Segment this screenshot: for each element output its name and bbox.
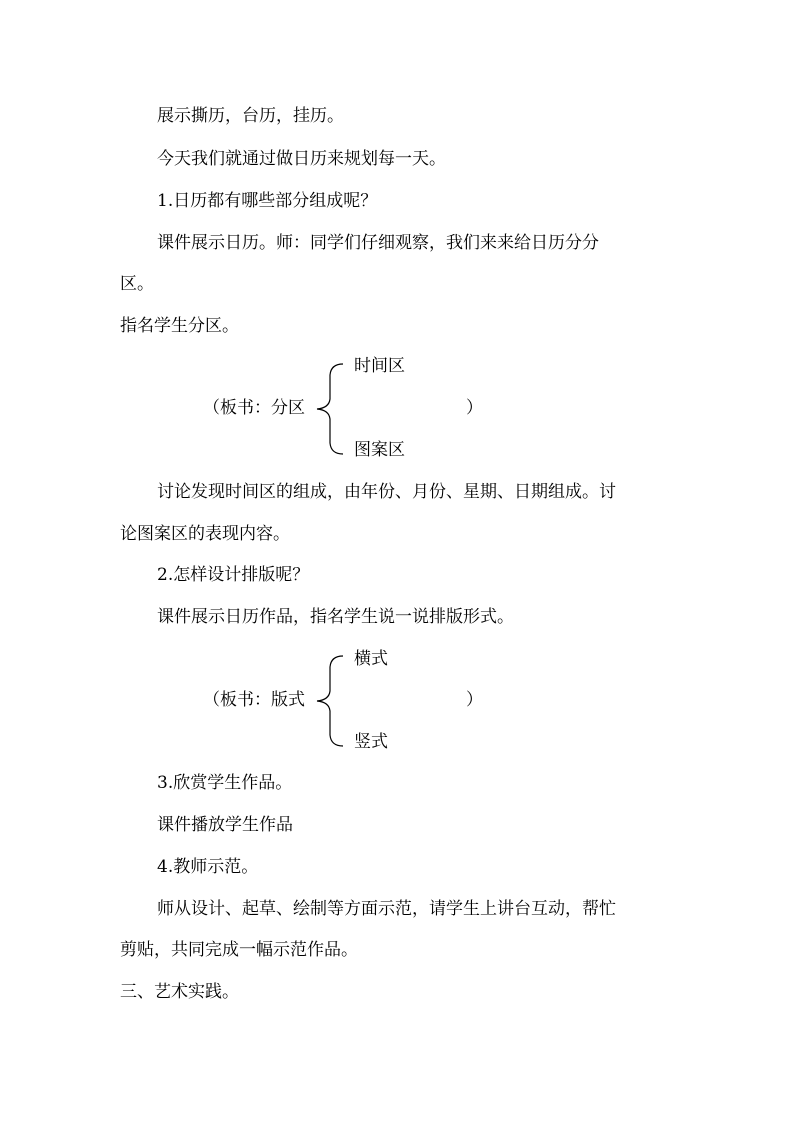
board-close-paren: ）: [466, 690, 483, 710]
paragraph-intro: 今天我们就通过做日历来规划每一天。: [157, 149, 446, 169]
paragraph-student-partition: 指名学生分区。: [120, 316, 239, 336]
paragraph-play-works: 课件播放学生作品: [157, 815, 293, 835]
left-brace-icon: [313, 653, 345, 749]
board-label: （板书：版式: [203, 690, 305, 710]
board-item-pattern-area: 图案区: [354, 440, 405, 460]
paragraph-teacher-demo-cont: 剪贴，共同完成一幅示范作品。: [120, 940, 358, 960]
left-brace-icon: [313, 361, 345, 457]
paragraph-calendar-types: 展示撕历，台历，挂历。: [157, 106, 344, 126]
question-2: 2.怎样设计排版呢？: [157, 565, 310, 585]
paragraph-show-calendar-cont: 区。: [120, 274, 154, 294]
paragraph-discussion-cont: 论图案区的表现内容。: [120, 524, 290, 544]
board-label: （板书：分区: [203, 398, 305, 418]
paragraph-layout-forms: 课件展示日历作品，指名学生说一说排版形式。: [157, 607, 514, 627]
paragraph-teacher-demo: 师从设计、起草、绘制等方面示范，请学生上讲台互动，帮忙: [157, 899, 616, 919]
board-item-time-area: 时间区: [354, 356, 405, 376]
question-1: 1.日历都有哪些部分组成呢？: [157, 191, 378, 211]
step-3: 3.欣赏学生作品。: [157, 773, 293, 793]
board-item-vertical: 竖式: [354, 732, 388, 752]
section-heading-art-practice: 三、艺术实践。: [120, 982, 239, 1002]
board-close-paren: ）: [466, 398, 483, 418]
step-4: 4.教师示范。: [157, 857, 259, 877]
paragraph-discussion: 讨论发现时间区的组成，由年份、月份、星期、日期组成。讨: [157, 482, 616, 502]
board-item-horizontal: 横式: [354, 649, 388, 669]
paragraph-show-calendar: 课件展示日历。师：同学们仔细观察，我们来来给日历分分: [157, 233, 599, 253]
